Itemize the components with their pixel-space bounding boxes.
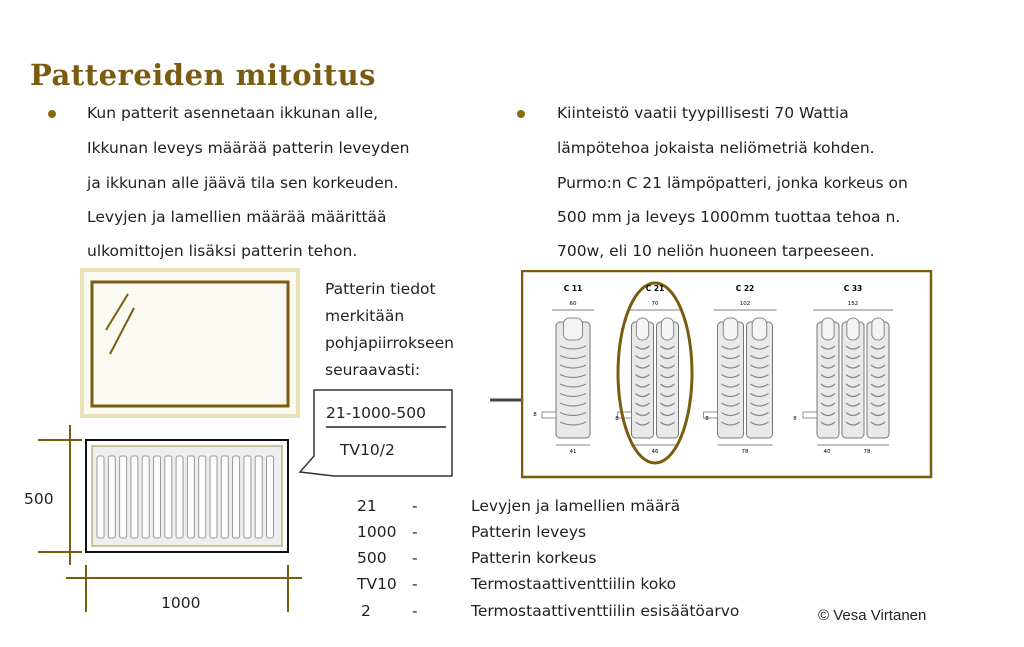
- type-c22-top-dim: 102: [739, 301, 751, 307]
- legend-code-1: 21: [357, 497, 377, 515]
- radiator-fin: [233, 456, 240, 538]
- right-text-line-1: Kiinteistö vaatii tyypillisesti 70 Wattia: [557, 104, 849, 122]
- legend-code-5: 2: [361, 602, 371, 620]
- legend-desc-4: Termostaattiventtiilin koko: [471, 575, 677, 593]
- type-panel-head: [847, 318, 859, 340]
- type-c21-top-dim: 70: [651, 301, 659, 307]
- right-text-line-4: 500 mm ja leveys 1000mm tuottaa tehoa n.: [557, 208, 901, 226]
- dim-width-label: 1000: [161, 594, 201, 612]
- callout-top-text: 21-1000-500: [326, 404, 426, 422]
- radiator-fin: [165, 456, 172, 538]
- info-line-2: merkitään: [325, 307, 405, 325]
- radiator-fin: [142, 456, 149, 538]
- copyright: © Vesa Virtanen: [818, 607, 927, 624]
- page-title: Pattereiden mitoitus: [30, 58, 376, 92]
- window-outer-frame: [82, 270, 298, 416]
- type-panel-head: [752, 318, 767, 340]
- radiator-fin: [221, 456, 228, 538]
- dim-height-label: 500: [24, 490, 54, 508]
- side-mark-c33: 8: [793, 416, 797, 422]
- radiator-fin: [267, 456, 274, 538]
- radiator-fin: [199, 456, 206, 538]
- radiator-fin: [255, 456, 262, 538]
- legend-dash-5: -: [412, 602, 418, 620]
- type-side-pipe: [803, 412, 817, 418]
- type-panel-head: [872, 318, 884, 340]
- info-line-1: Patterin tiedot: [325, 280, 436, 298]
- type-side-pipe: [618, 412, 632, 418]
- type-c11-bottom-dim: 41: [569, 449, 577, 455]
- window-radiator-diagram: [0, 260, 480, 630]
- bullet-left: [48, 110, 56, 118]
- radiator-fin: [97, 456, 104, 538]
- left-text-line-4: Levyjen ja lamellien määrää määrittää: [87, 208, 387, 226]
- type-panel-head: [822, 318, 834, 340]
- type-panel-head: [661, 318, 673, 340]
- info-line-3: pohjapiirrokseen: [325, 334, 454, 352]
- side-mark-c22: 8: [705, 416, 709, 422]
- type-panel-head: [563, 318, 582, 340]
- legend-dash-4: -: [412, 575, 418, 593]
- radiator-fin: [210, 456, 217, 538]
- type-c11-label: C 11: [563, 284, 583, 293]
- type-c33-bottom-dim-a: 40: [823, 449, 831, 455]
- callout-bottom-text: TV10/2: [340, 441, 395, 459]
- radiator-fin: [120, 456, 127, 538]
- right-text-line-3: Purmo:n C 21 lämpöpatteri, jonka korkeus on: [557, 174, 908, 192]
- radiator-fin: [187, 456, 194, 538]
- legend-desc-3: Patterin korkeus: [471, 549, 597, 567]
- bullet-right: [517, 110, 525, 118]
- left-text-line-2: Ikkunan leveys määrää patterin leveyden: [87, 139, 410, 157]
- left-text-line-5: ulkomittojen lisäksi patterin tehon.: [87, 242, 358, 260]
- legend-code-3: 500: [357, 549, 387, 567]
- type-c22-bottom-dim: 78: [741, 449, 749, 455]
- info-line-4: seuraavasti:: [325, 361, 421, 379]
- radiator-fin: [154, 456, 161, 538]
- callout-bubble: [300, 390, 452, 476]
- type-c33-label: C 33: [843, 284, 863, 293]
- type-panel-head: [636, 318, 648, 340]
- radiator-types-diagram: [521, 270, 933, 480]
- legend-desc-5: Termostaattiventtiilin esisäätöarvo: [471, 602, 740, 620]
- legend-dash-1: -: [412, 497, 418, 515]
- type-side-pipe: [542, 412, 556, 418]
- radiator-fin: [176, 456, 183, 538]
- type-c22-label: C 22: [735, 284, 755, 293]
- right-text-line-2: lämpötehoa jokaista neliömetriä kohden.: [557, 139, 875, 157]
- left-text-line-3: ja ikkunan alle jäävä tila sen korkeuden.: [87, 174, 399, 192]
- legend-code-2: 1000: [357, 523, 397, 541]
- legend-code-4: TV10: [357, 575, 397, 593]
- legend-dash-2: -: [412, 523, 418, 541]
- radiator-fin: [131, 456, 138, 538]
- type-c21-label: C 21: [645, 284, 665, 293]
- legend-desc-1: Levyjen ja lamellien määrä: [471, 497, 681, 515]
- legend-dash-3: -: [412, 549, 418, 567]
- right-text-line-5: 700w, eli 10 neliön huoneen tarpeeseen.: [557, 242, 875, 260]
- type-c33-bottom-dim-b: 78: [863, 449, 871, 455]
- legend-desc-2: Patterin leveys: [471, 523, 587, 541]
- type-c33-top-dim: 152: [847, 301, 859, 307]
- type-c11-top-dim: 60: [569, 301, 577, 307]
- side-mark-c11: 8: [533, 412, 537, 418]
- type-panel-head: [723, 318, 738, 340]
- left-text-line-1: Kun patterit asennetaan ikkunan alle,: [87, 104, 379, 122]
- side-mark-c21: 8: [615, 416, 619, 422]
- radiator-fin: [244, 456, 251, 538]
- type-c21-bottom-dim: 46: [651, 449, 659, 455]
- radiator-fin: [108, 456, 115, 538]
